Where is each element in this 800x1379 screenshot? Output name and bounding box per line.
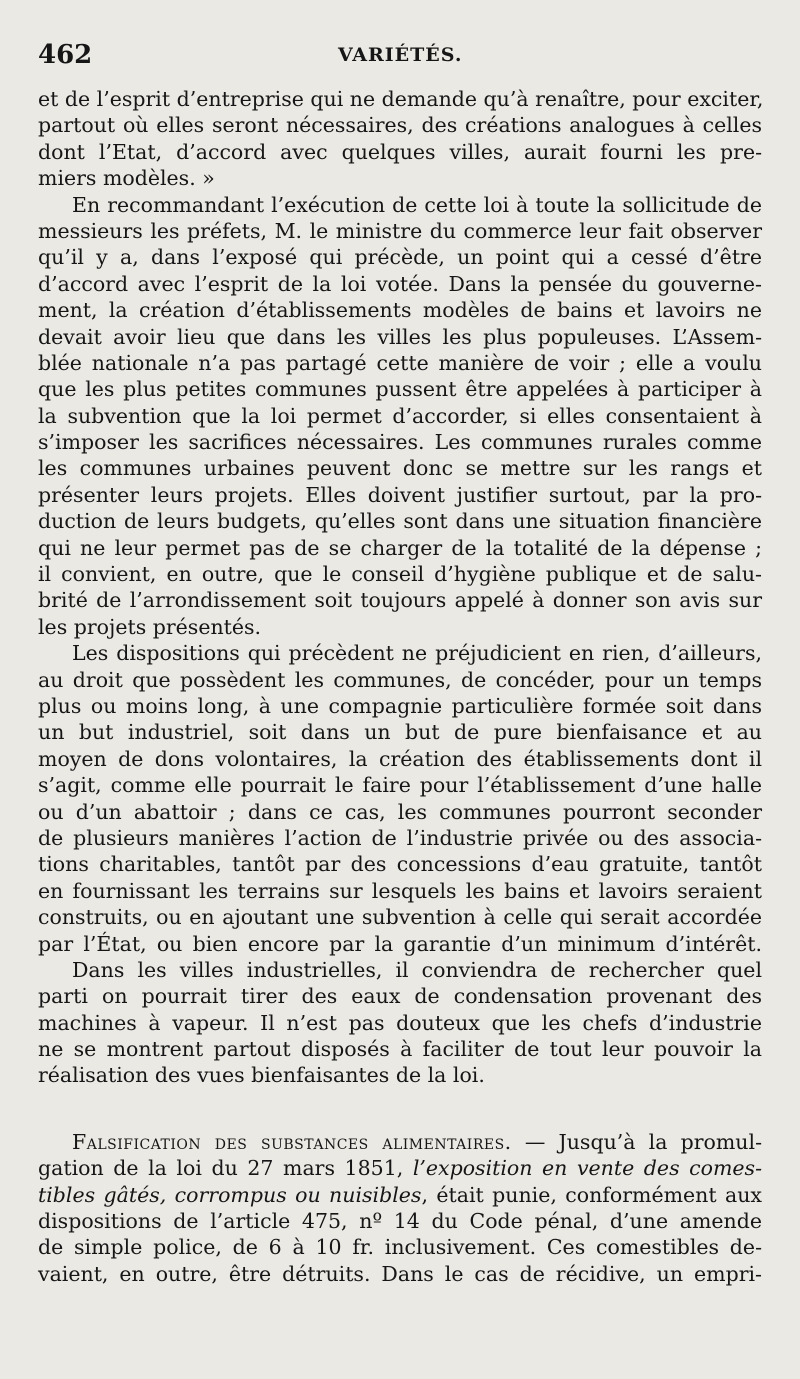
- text-line: par l’État, ou bien encore par la garantie d’un minimum d’intérêt.: [38, 931, 762, 956]
- text-line: messieurs les préfets, M. le ministre du commerce leur fait observer: [38, 218, 762, 243]
- text-line: brité de l’arrondissement soit toujours appelé à donner son avis sur: [38, 588, 762, 613]
- body-text: [38, 86, 762, 1287]
- text-line: de simple police, de 6 à 10 fr. inclusivement. Ces comestibles de-: [38, 1235, 762, 1260]
- text-line: [38, 1155, 762, 1181]
- text-line: parti on pourrait tirer des eaux de condensation provenant des: [38, 984, 762, 1009]
- text-line: s’imposer les sacrifices nécessaires. Les communes rurales comme: [38, 430, 762, 455]
- text-line: Les dispositions qui précèdent ne préjudicient en rien, d’ailleurs,: [72, 641, 762, 666]
- text-line: et de l’esprit d’entreprise qui ne demande qu’à renaître, pour exciter,: [38, 87, 764, 111]
- text-line: les communes urbaines peuvent donc se mettre sur les rangs et: [38, 456, 762, 481]
- text-line: dont l’Etat, d’accord avec quelques villes, aurait fourni les pre-: [38, 139, 762, 164]
- text-line: présenter leurs projets. Elles doivent justifier surtout, par la pro-: [38, 482, 762, 507]
- text-line: réalisation des vues bienfaisantes de la loi.: [38, 1063, 485, 1088]
- text-line: la subvention que la loi permet d’accorder, si elles consentaient à: [38, 403, 762, 428]
- text-line: duction de leurs budgets, qu’elles sont dans une situation financière: [38, 509, 762, 534]
- text-line: plus ou moins long, à une compagnie particulière formée soit dans: [38, 693, 762, 718]
- paragraph-2: [38, 192, 762, 641]
- text-line: ou d’un abattoir ; dans ce cas, les communes pourront seconder: [38, 799, 762, 824]
- text-line: construits, ou en ajoutant une subvention à celle qui serait accordée: [38, 905, 762, 930]
- text-line: machines à vapeur. Il n’est pas douteux que les chefs d’industrie: [38, 1010, 762, 1035]
- section-falsification: [38, 1129, 762, 1287]
- em-dash: —: [511, 1129, 559, 1154]
- text-line: au droit que possèdent les communes, de concéder, pour un temps: [38, 667, 762, 692]
- text-line: vaient, en outre, être détruits. Dans le cas de récidive, un empri-: [38, 1261, 762, 1286]
- section-gap: [38, 1089, 762, 1129]
- text-line: en fournissant les terrains sur lesquels les bains et lavoirs seraient: [38, 878, 762, 903]
- italic-text: l’exposition en vente des comes-: [412, 1156, 762, 1181]
- section-line-text: Jusqu’à la promul-: [558, 1129, 762, 1154]
- text-line: un but industriel, soit dans un but de pure bienfaisance et au: [38, 720, 762, 745]
- section-line-text: gation de la loi du 27 mars 1851,: [38, 1156, 413, 1181]
- text-line: d’accord avec l’esprit de la loi votée. Dans la pensée du gouverne-: [38, 271, 762, 296]
- text-line: ne se montrent partout disposés à faciliter de tout leur pouvoir la: [38, 1037, 762, 1062]
- page-number: 462: [38, 40, 93, 70]
- text-line: de plusieurs manières l’action de l’industrie privée ou des associa-: [38, 825, 762, 850]
- paragraph-1: [38, 86, 762, 192]
- text-line: qu’il y a, dans l’exposé qui précède, un point qui a cessé d’être: [38, 245, 762, 270]
- text-line: s’agit, comme elle pourrait le faire pour l’établissement d’une halle: [38, 773, 762, 798]
- paragraph-4: [38, 957, 762, 1089]
- text-line: que les plus petites communes pussent être appelées à participer à: [38, 377, 762, 402]
- text-line: Dans les villes industrielles, il conviendra de rechercher quel: [72, 957, 762, 982]
- text-line: devait avoir lieu que dans les villes les plus populeuses. L’Assem-: [38, 324, 762, 349]
- text-line: tions charitables, tantôt par des concessions d’eau gratuite, tantôt: [38, 852, 762, 877]
- running-head: VARIÉTÉS.: [338, 44, 463, 66]
- text-line: miers modèles. »: [38, 166, 215, 191]
- text-line: En recommandant l’exécution de cette loi à toute la sollicitude de: [72, 192, 762, 217]
- paragraph-3: [38, 640, 762, 957]
- text-line: dispositions de l’article 475, nº 14 du Code pénal, d’une amende: [38, 1209, 762, 1234]
- text-line: [38, 1182, 762, 1208]
- text-line: blée nationale n’a pas partagé cette manière de voir ; elle a voulu: [38, 350, 762, 375]
- text-line: partout où elles seront nécessaires, des créations analogues à celles: [38, 113, 762, 138]
- italic-text: tibles gâtés, corrompus ou nuisibles: [38, 1182, 422, 1207]
- text-line: qui ne leur permet pas de se charger de la totalité de la dépense ;: [38, 535, 762, 560]
- text-line: moyen de dons volontaires, la création des établissements dont il: [38, 746, 762, 771]
- section-line-text: , était punie, conformément aux: [421, 1182, 762, 1207]
- page-header: [38, 40, 758, 74]
- text-line: [38, 1129, 762, 1155]
- text-line: les projets présentés.: [38, 614, 262, 639]
- text-line: ment, la création d’établissements modèles de bains et lavoirs ne: [38, 298, 762, 323]
- text-line: il convient, en outre, que le conseil d’hygiène publique et de salu-: [38, 562, 762, 587]
- section-heading: Falsification des substances alimentaires.: [72, 1129, 512, 1154]
